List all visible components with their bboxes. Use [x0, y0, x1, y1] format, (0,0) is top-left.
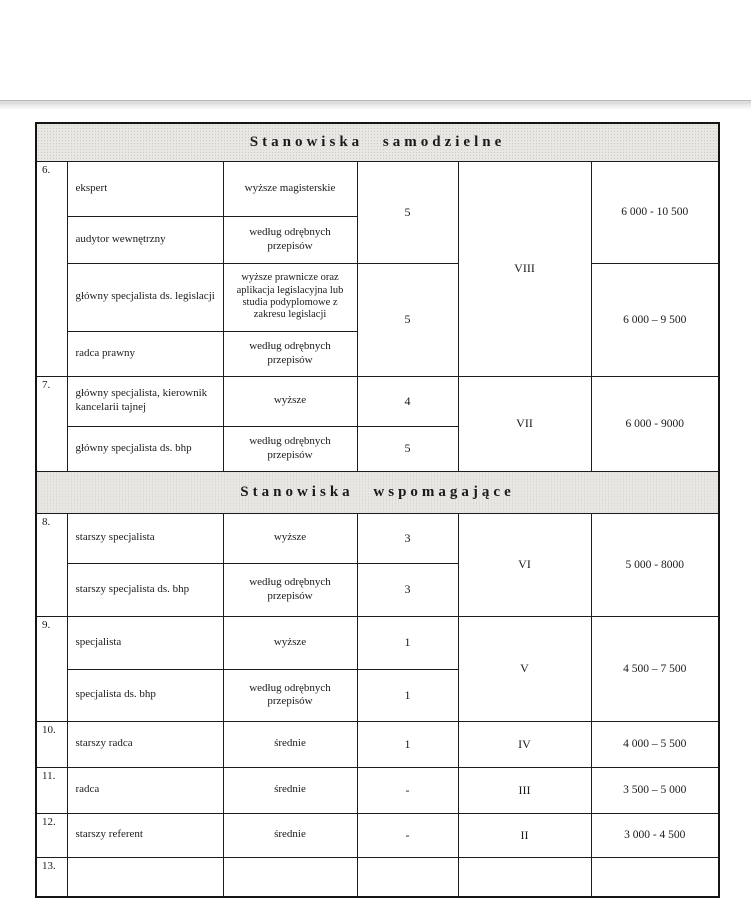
seniority-cell: 3 — [357, 563, 458, 616]
position-cell: radca — [67, 767, 223, 813]
seniority-cell: 3 — [357, 513, 458, 563]
row-number-cell: 10. — [36, 721, 67, 767]
position-cell: starszy specjalista ds. bhp — [67, 563, 223, 616]
salary-grade-table — [35, 122, 720, 898]
section-header-wspomagajace: Stanowiska wspomagające — [36, 471, 719, 513]
education-cell: wyższe — [223, 616, 357, 669]
grade-cell: III — [458, 767, 591, 813]
education-cell: wyższe — [223, 376, 357, 426]
education-cell: według odrębnych przepisów — [223, 563, 357, 616]
position-cell — [67, 857, 223, 897]
position-cell: starszy radca — [67, 721, 223, 767]
seniority-cell: 1 — [357, 669, 458, 721]
grade-cell: V — [458, 616, 591, 721]
salary-range-cell: 4 000 – 5 500 — [591, 721, 719, 767]
education-cell: według odrębnych przepisów — [223, 669, 357, 721]
grade-cell: IV — [458, 721, 591, 767]
education-cell: wyższe prawnicze oraz aplikacja legislacyjna lub studia podyplomowe z zakresu legislacji — [223, 263, 357, 331]
grade-cell: II — [458, 813, 591, 857]
grade-cell — [458, 857, 591, 897]
education-cell: według odrębnych przepisów — [223, 216, 357, 263]
salary-range-cell — [591, 857, 719, 897]
seniority-cell: - — [357, 767, 458, 813]
position-cell: główny specjalista, kierownik kancelarii tajnej — [67, 376, 223, 426]
education-cell — [223, 857, 357, 897]
salary-range-cell: 6 000 - 10 500 — [591, 161, 719, 263]
salary-range-cell: 4 500 – 7 500 — [591, 616, 719, 721]
grade-cell: VIII — [458, 161, 591, 376]
row-number-cell: 13. — [36, 857, 67, 897]
seniority-cell: 4 — [357, 376, 458, 426]
education-cell: według odrębnych przepisów — [223, 426, 357, 471]
position-cell: specjalista ds. bhp — [67, 669, 223, 721]
position-cell: audytor wewnętrzny — [67, 216, 223, 263]
row-number-cell: 7. — [36, 376, 67, 471]
seniority-cell: 5 — [357, 161, 458, 263]
section-header-samodzielne: Stanowiska samodzielne — [36, 123, 719, 161]
education-cell: średnie — [223, 813, 357, 857]
salary-range-cell: 6 000 – 9 500 — [591, 263, 719, 376]
salary-range-cell: 5 000 - 8000 — [591, 513, 719, 616]
grade-cell: VII — [458, 376, 591, 471]
position-cell: starszy referent — [67, 813, 223, 857]
position-cell: starszy specjalista — [67, 513, 223, 563]
grade-cell: VI — [458, 513, 591, 616]
seniority-cell — [357, 857, 458, 897]
page-divider-shadow — [0, 104, 751, 110]
row-number-cell: 12. — [36, 813, 67, 857]
education-cell: średnie — [223, 721, 357, 767]
education-cell: średnie — [223, 767, 357, 813]
education-cell: wyższe magisterskie — [223, 161, 357, 216]
row-number-cell: 8. — [36, 513, 67, 616]
position-cell: specjalista — [67, 616, 223, 669]
row-number-cell: 6. — [36, 161, 67, 376]
page-top-margin — [0, 0, 751, 100]
salary-range-cell: 3 000 - 4 500 — [591, 813, 719, 857]
position-cell: radca prawny — [67, 331, 223, 376]
seniority-cell: 1 — [357, 616, 458, 669]
education-cell: wyższe — [223, 513, 357, 563]
row-number-cell: 11. — [36, 767, 67, 813]
seniority-cell: 5 — [357, 263, 458, 376]
salary-range-cell: 6 000 - 9000 — [591, 376, 719, 471]
position-cell: główny specjalista ds. legislacji — [67, 263, 223, 331]
education-cell: według odrębnych przepisów — [223, 331, 357, 376]
salary-range-cell: 3 500 – 5 000 — [591, 767, 719, 813]
row-number-cell: 9. — [36, 616, 67, 721]
seniority-cell: - — [357, 813, 458, 857]
position-cell: ekspert — [67, 161, 223, 216]
seniority-cell: 1 — [357, 721, 458, 767]
position-cell: główny specjalista ds. bhp — [67, 426, 223, 471]
seniority-cell: 5 — [357, 426, 458, 471]
